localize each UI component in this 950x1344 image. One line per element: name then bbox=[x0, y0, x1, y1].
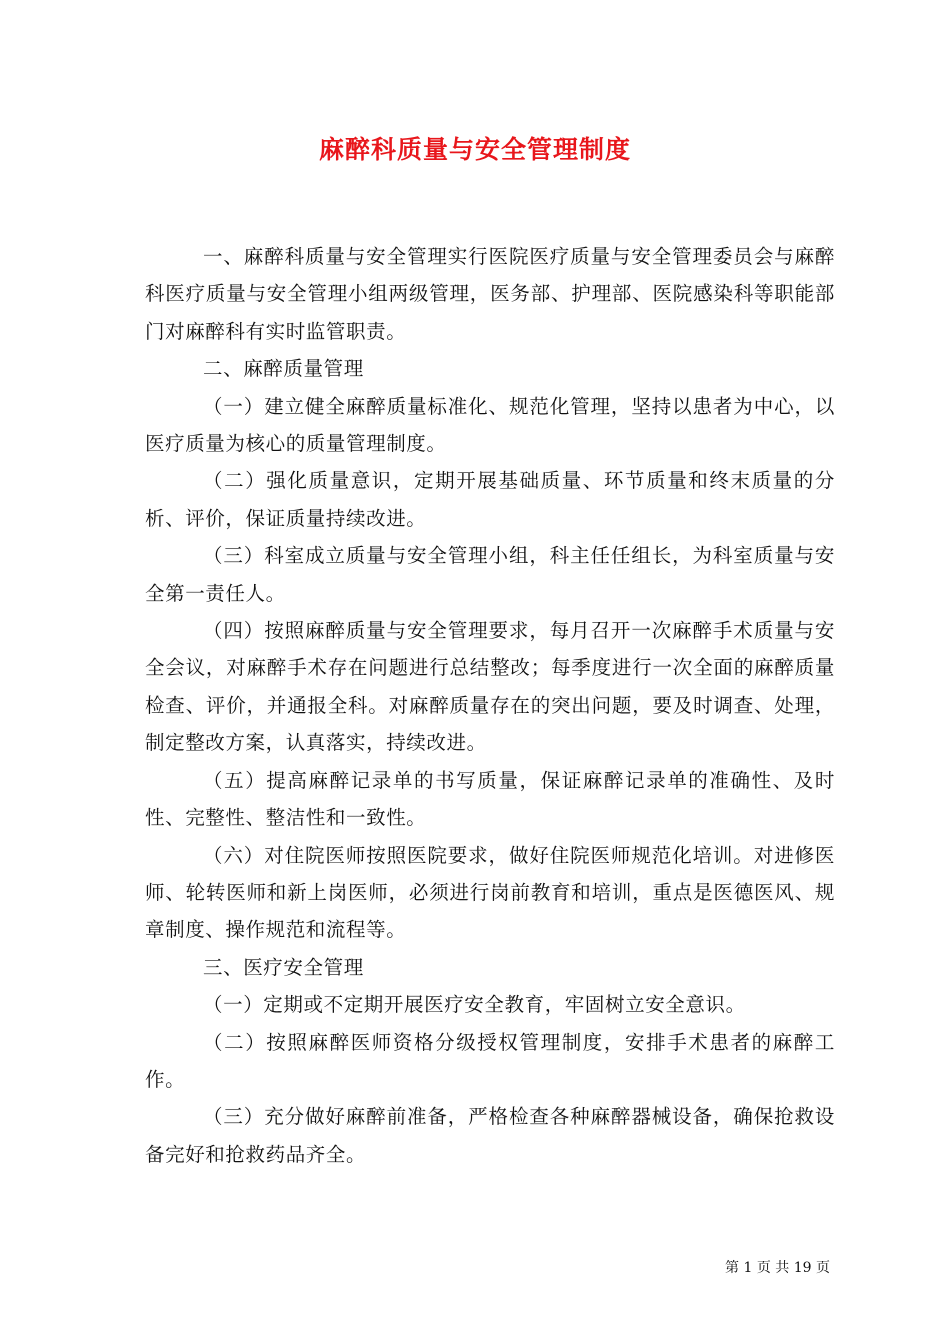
section-heading-quality: 二、麻醉质量管理 bbox=[203, 357, 364, 381]
paragraph-safety-1: （一）定期或不定期开展医疗安全教育，牢固树立安全意识。 bbox=[203, 993, 746, 1017]
page-number: 第 1 页 共 19 页 bbox=[725, 1260, 830, 1276]
paragraph-quality-5: （五）提高麻醉记录单的书写质量，保证麻醉记录单的准确性、及时性、完整性、整洁性和一致性。 bbox=[145, 768, 835, 830]
section-heading-safety: 三、医疗安全管理 bbox=[203, 955, 364, 979]
paragraph-quality-4: （四）按照麻醉质量与安全管理要求，每月召开一次麻醉手术质量与安全会议，对麻醉手术存在问题进行总结整改；每季度进行一次全面的麻醉质量检查、评价，并通报全科。对麻醉质量存在的突出问题，要及时调查、处理，制定整改方案，认真落实，持续改进。 bbox=[145, 619, 835, 755]
paragraph-safety-3: （三）充分做好麻醉前准备，严格检查各种麻醉器械设备，确保抢救设备完好和抢救药品齐全。 bbox=[145, 1105, 835, 1166]
document-title: 麻醉科质量与安全管理制度 bbox=[318, 135, 631, 164]
document-body bbox=[145, 238, 835, 1173]
paragraph-safety-2: （二）按照麻醉医师资格分级授权管理制度，安排手术患者的麻醉工作。 bbox=[145, 1030, 835, 1091]
paragraph-quality-3: （三）科室成立质量与安全管理小组，科主任任组长，为科室质量与安全第一责任人。 bbox=[145, 544, 835, 605]
paragraph-quality-1: （一）建立健全麻醉质量标准化、规范化管理，坚持以患者为中心，以医疗质量为核心的质量管理制度。 bbox=[145, 394, 835, 456]
paragraph-quality-6: （六）对住院医师按照医院要求，做好住院医师规范化培训。对进修医师、轮转医师和新上岗医师，必须进行岗前教育和培训，重点是医德医风、规章制度、操作规范和流程等。 bbox=[145, 843, 835, 942]
paragraph-quality-2: （二）强化质量意识，定期开展基础质量、环节质量和终末质量的分析、评价，保证质量持续改进。 bbox=[145, 469, 835, 530]
paragraph-intro: 一、麻醉科质量与安全管理实行医院医疗质量与安全管理委员会与麻醉科医疗质量与安全管理小组两级管理，医务部、护理部、医院感染科等职能部门对麻醉科有实时监管职责。 bbox=[145, 245, 835, 343]
